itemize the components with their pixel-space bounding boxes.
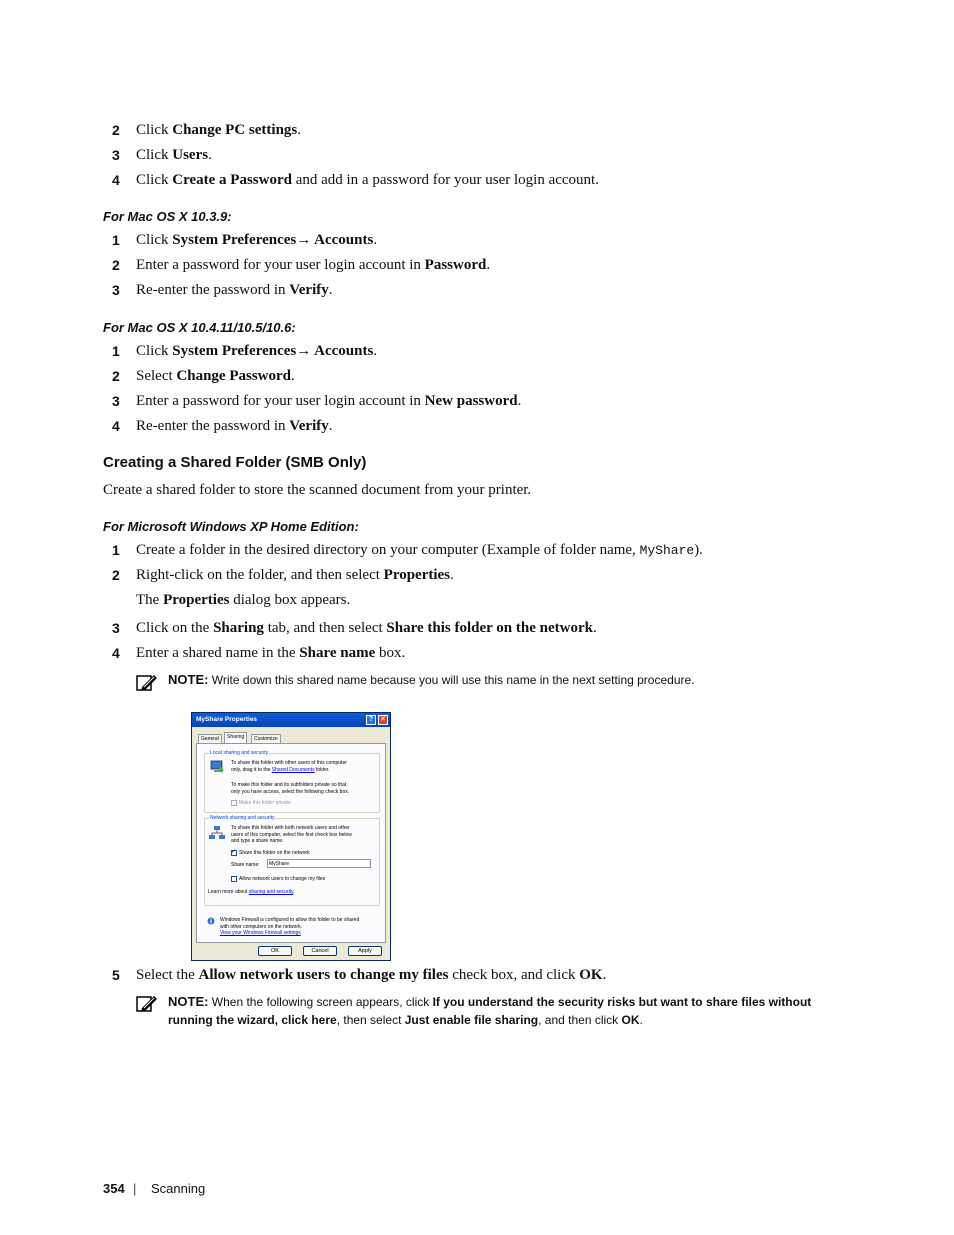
step-text: Re-enter the password in Verify. bbox=[136, 418, 333, 434]
info-icon bbox=[207, 917, 215, 925]
network-sharing-text: To share this folder with both network users and other users of this computer, select the first check box below and type a share name. bbox=[231, 825, 352, 844]
private-explanation: To make this folder and its subfolders private so that only you have access, select the following check box. bbox=[231, 782, 350, 795]
checkmark-icon: ✓ bbox=[231, 849, 237, 855]
step-number: 5 bbox=[112, 967, 120, 983]
sharing-panel bbox=[196, 743, 386, 943]
step-text: Click System Preferences→ Accounts. bbox=[136, 232, 378, 248]
step-number: 4 bbox=[112, 645, 120, 661]
step-number: 2 bbox=[112, 567, 120, 583]
local-sharing-group bbox=[204, 750, 380, 813]
note-write-down: NOTE: Write down this shared name because you will use this name in the next setting procedure. bbox=[168, 672, 695, 687]
step-number: 4 bbox=[112, 172, 120, 188]
myshare-properties-dialog bbox=[191, 712, 391, 961]
tab-customize[interactable]: Customize bbox=[251, 734, 281, 743]
local-sharing-text: To share this folder with other users of this computer only, drag it to the Shared Documents folder. bbox=[231, 760, 347, 773]
allow-change-label: Allow network users to change my files bbox=[239, 876, 326, 882]
firewall-text: Windows Firewall is configured to allow this folder to be shared with other computers on the network. View your Windows Firewall settings bbox=[220, 917, 360, 936]
computer-user-icon bbox=[209, 759, 225, 775]
allow-change-checkbox[interactable] bbox=[231, 876, 237, 882]
step-text: Select the Allow network users to change my files check box, and click OK. bbox=[136, 967, 607, 983]
step-text: Enter a password for your user login account in Password. bbox=[136, 257, 491, 273]
sharing-security-link[interactable]: sharing and security bbox=[248, 889, 294, 895]
subheading-windows-xp-home: For Microsoft Windows XP Home Edition: bbox=[103, 519, 359, 534]
step-text: Click Create a Password and add in a password for your user login account. bbox=[136, 172, 599, 188]
step-text: Enter a password for your user login account in New password. bbox=[136, 393, 522, 409]
share-name-label: Share name: bbox=[231, 862, 260, 868]
footer-section: Scanning bbox=[151, 1181, 206, 1196]
cancel-button[interactable]: Cancel bbox=[303, 946, 337, 956]
make-private-label: Make this folder private bbox=[239, 800, 291, 806]
step-text: Re-enter the password in Verify. bbox=[136, 282, 333, 298]
step-text: Select Change Password. bbox=[136, 368, 295, 384]
tab-general[interactable]: General bbox=[198, 734, 222, 743]
step-text: Right-click on the folder, and then select Properties. bbox=[136, 567, 454, 583]
subheading-mac-10-4: For Mac OS X 10.4.11/10.5/10.6: bbox=[103, 320, 296, 335]
step-text: Click Users. bbox=[136, 147, 212, 163]
group-label: Network sharing and security bbox=[210, 815, 275, 821]
step-number: 2 bbox=[112, 368, 120, 384]
step-text: Enter a shared name in the Share name box. bbox=[136, 645, 406, 661]
step-number: 2 bbox=[112, 257, 120, 273]
step-text: Click on the Sharing tab, and then select Share this folder on the network. bbox=[136, 620, 597, 636]
step-number: 3 bbox=[112, 147, 120, 163]
step-number: 1 bbox=[112, 343, 120, 359]
footer-separator: | bbox=[133, 1181, 137, 1196]
step-text: Click System Preferences→ Accounts. bbox=[136, 343, 378, 359]
note-pencil-icon bbox=[136, 672, 158, 692]
tab-sharing[interactable]: Sharing bbox=[224, 732, 247, 744]
subheading-mac-10-3-9: For Mac OS X 10.3.9: bbox=[103, 209, 232, 224]
shared-documents-link[interactable]: Shared Documents bbox=[271, 766, 315, 773]
dialog-title-bar bbox=[192, 713, 390, 727]
dialog-title: MyShare Properties bbox=[196, 716, 258, 723]
firewall-settings-link[interactable]: View your Windows Firewall settings bbox=[220, 930, 301, 936]
note-pencil-icon bbox=[136, 993, 158, 1013]
share-folder-label: Share this folder on the network bbox=[239, 850, 310, 856]
note-security-warning: NOTE: When the following screen appears, click If you understand the security risks but want to share files without running the wizard, click here, then select Just enable file sharing, and then click OK. bbox=[168, 994, 812, 1027]
apply-button[interactable]: Apply bbox=[348, 946, 382, 956]
network-sharing-group bbox=[204, 815, 380, 906]
network-icon bbox=[209, 825, 225, 841]
step-number: 3 bbox=[112, 393, 120, 409]
section-heading: Creating a Shared Folder (SMB Only) bbox=[103, 454, 367, 471]
page-number: 354 bbox=[103, 1181, 125, 1196]
step-number: 1 bbox=[112, 542, 120, 558]
step-2-result: The Properties dialog box appears. bbox=[136, 592, 351, 608]
learn-more-text: Learn more about sharing and security. bbox=[208, 889, 295, 895]
step-number: 3 bbox=[112, 282, 120, 298]
ok-button[interactable]: OK bbox=[258, 946, 292, 956]
close-button[interactable]: ✕ bbox=[378, 715, 388, 725]
step-number: 4 bbox=[112, 418, 120, 434]
step-number: 1 bbox=[112, 232, 120, 248]
intro-paragraph: Create a shared folder to store the scanned document from your printer. bbox=[103, 482, 532, 498]
group-label: Local sharing and security bbox=[210, 750, 269, 756]
step-number: 3 bbox=[112, 620, 120, 636]
step-number: 2 bbox=[112, 122, 120, 138]
step-text: Click Change PC settings. bbox=[136, 122, 302, 138]
share-name-input[interactable]: MyShare bbox=[267, 859, 371, 868]
make-private-checkbox[interactable] bbox=[231, 800, 237, 806]
help-button[interactable]: ? bbox=[366, 715, 376, 725]
step-text: Create a folder in the desired directory on your computer (Example of folder name, MyShare). bbox=[136, 542, 703, 558]
